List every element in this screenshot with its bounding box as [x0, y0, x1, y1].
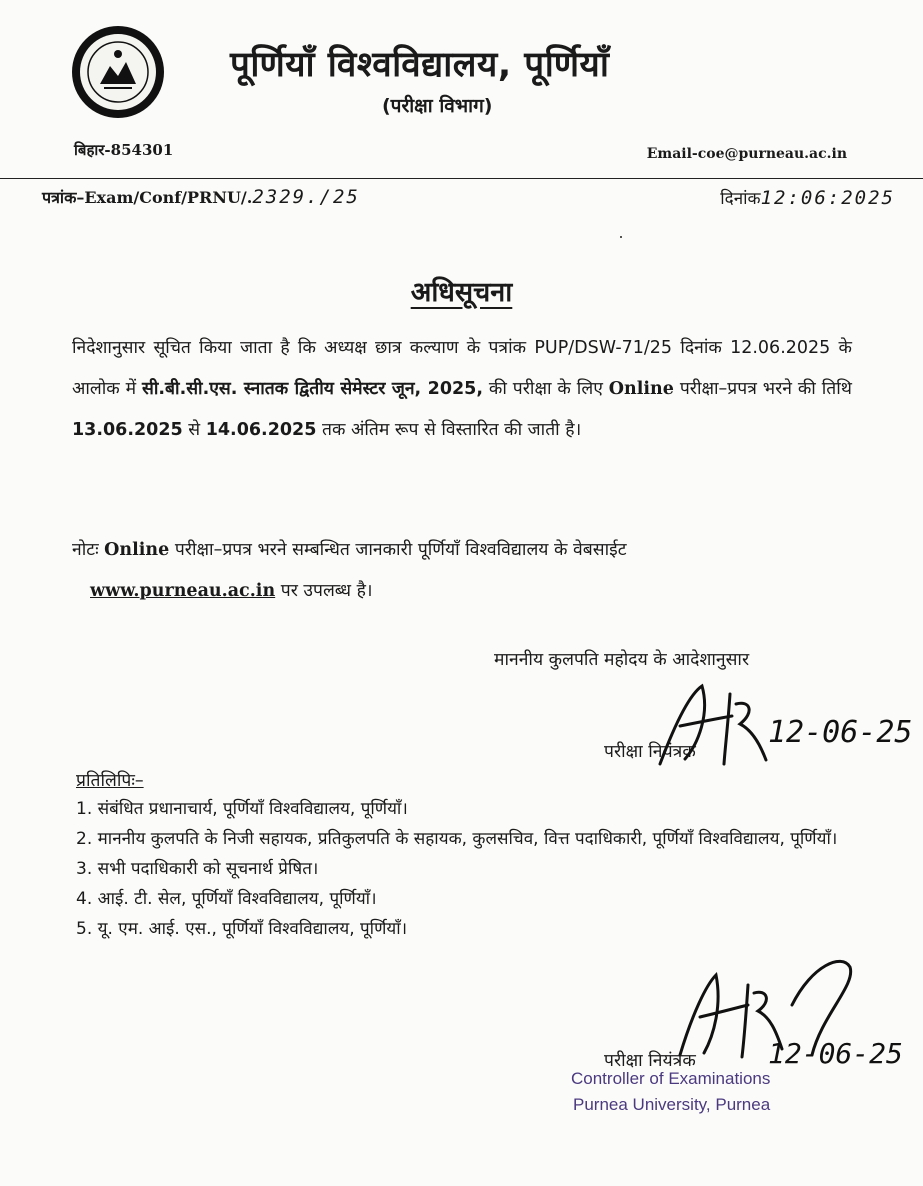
svg-text:12-06-25: 12-06-25 [768, 1037, 903, 1070]
speck [620, 236, 622, 238]
exam-name: सी.बी.सी.एस. स्नातक द्वितीय सेमेस्टर जून, 2025, [142, 379, 483, 399]
svg-text:12-06-25: 12-06-25 [768, 715, 913, 750]
copies-heading: प्रतिलिपिः– [76, 771, 144, 791]
signature-2 [672, 945, 903, 1070]
online-label: Online [104, 540, 170, 560]
date-value: 12:06:2025 [760, 187, 895, 209]
notice-title: अधिसूचना [410, 277, 513, 308]
list-item: 3. सभी पदाधिकारी को सूचनार्थ प्रेषित। [76, 859, 319, 879]
controller-title: परीक्षा नियंत्रक [604, 742, 696, 762]
list-item: 2. माननीय कुलपति के निजी सहायक, प्रतिकुलपति के सहायक, कुलसचिव, वित्त पदाधिकारी, पूर्णियाँ विश्वविद्यालय, पूर्णियाँ। [76, 829, 838, 849]
email-address: Email-coe@purneau.ac.in [646, 146, 847, 162]
stamp-line-1: Controller of Examinations [571, 1069, 771, 1088]
end-date: 14.06.2025 [205, 420, 317, 440]
department-name: (परीक्षा विभाग) [382, 95, 493, 117]
university-name: पूर्णियाँ विश्वविद्यालय, पूर्णियाँ [230, 45, 610, 85]
date-label: दिनांक [720, 189, 761, 209]
reference-number: 2329./25 [252, 186, 360, 208]
body-text: निदेशानुसार सूचित किया जाता है कि अध्यक्ष छात्र कल्याण के पत्रांक PUP/DSW-71/25 दिनांक 12.06.2025 के आलोक में [72, 338, 852, 399]
copies-list [76, 794, 866, 944]
footer-controller-title: परीक्षा नियंत्रक [604, 1051, 696, 1071]
signature-1 [640, 664, 913, 774]
list-item: 4. आई. टी. सेल, पूर्णियाँ विश्वविद्यालय, पूर्णियाँ। [76, 889, 377, 909]
address: बिहार-854301 [74, 141, 174, 159]
body-text: परीक्षा–प्रपत्र भरने की तिथि [673, 379, 852, 399]
date-line [720, 186, 895, 209]
body-text: की परीक्षा के लिए [483, 379, 609, 399]
order-line: माननीय कुलपति महोदय के आदेशानुसार [494, 650, 750, 670]
university-logo [70, 24, 166, 120]
note-paragraph [72, 530, 852, 612]
stamp-line-2: Purnea University, Purnea [573, 1095, 771, 1114]
online-label: Online [608, 379, 674, 399]
list-item: 1. संबंधित प्रधानाचार्य, पूर्णियाँ विश्वविद्यालय, पूर्णियाँ। [76, 799, 408, 819]
header-divider [0, 178, 923, 179]
reference-label: पत्रांक–Exam/Conf/PRNU/. [42, 188, 253, 207]
start-date: 13.06.2025 [72, 420, 183, 440]
notice-heading [0, 272, 923, 309]
website-link[interactable]: www.purneau.ac.in [90, 581, 276, 601]
reference-line [42, 186, 360, 208]
body-text: से [182, 420, 206, 440]
notice-body [72, 328, 852, 451]
body-text: तक अंतिम रूप से विस्तारित की जाती है। [316, 420, 582, 440]
list-item: 5. यू. एम. आई. एस., पूर्णियाँ विश्वविद्यालय, पूर्णियाँ। [76, 919, 408, 939]
note-label: नोटः [72, 540, 105, 560]
note-text: परीक्षा–प्रपत्र भरने सम्बन्धित जानकारी पूर्णियाँ विश्वविद्यालय के वेबसाईट [169, 540, 627, 560]
note-text: पर उपलब्ध है। [275, 581, 373, 601]
